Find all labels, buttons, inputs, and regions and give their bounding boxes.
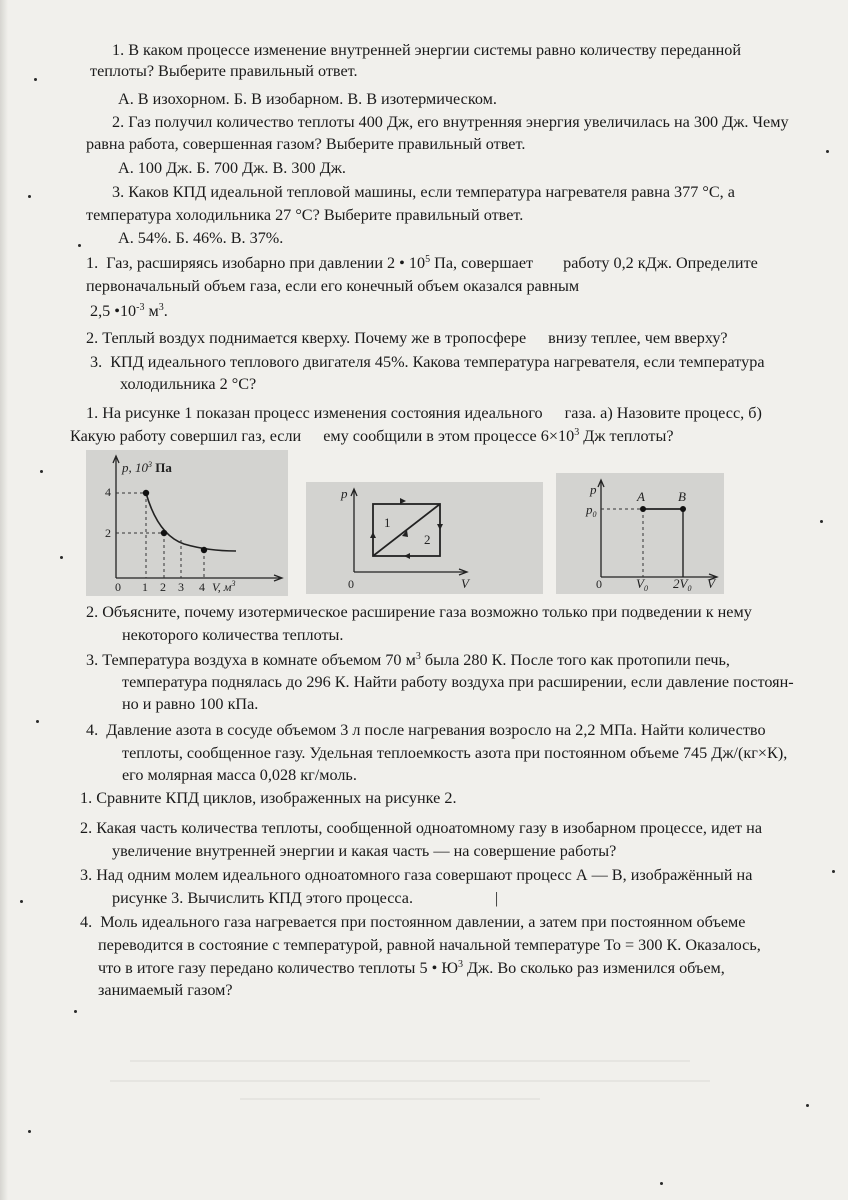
fig1-point-2 [161, 530, 167, 536]
scan-edge-shadow [0, 0, 8, 1200]
p4-q2-line2: увеличение внутренней энергии и какая часть — на совершение работы? [112, 842, 617, 860]
fig1-xtick-4: 4 [199, 580, 205, 594]
p4-q4-line1: 4. Моль идеального газа нагревается при постоянном давлении, а затем при постоянном объеме [80, 913, 746, 931]
fig2-origin: 0 [348, 577, 354, 591]
q2-answers: А. 100 Дж. Б. 700 Дж. В. 300 Дж. [118, 159, 346, 177]
p4-q4-line2: переводится в состояние с температурой, равной начальной температуре То = 300 К. Оказалось, [98, 936, 761, 954]
q3-line2: температура холодильника 27 °С? Выберите правильный ответ. [86, 206, 524, 224]
p3-q4-line3: его молярная масса 0,028 кг/моль. [122, 766, 357, 784]
fig3-2v0-label: $2V_0$ [673, 576, 692, 593]
p4-q3-line2: рисунке 3. Вычислить КПД этого процесса. | [112, 889, 499, 907]
scan-speck [28, 1130, 31, 1133]
scan-speck [660, 1182, 663, 1185]
fig2-cycle-label-2: 2 [424, 532, 431, 547]
scan-speck [820, 520, 823, 523]
fig3-point-b-label: B [678, 489, 686, 504]
fig3-v0-label: $V_0$ [636, 576, 648, 593]
scan-speck [40, 470, 43, 473]
p4-q3-line1: 3. Над одним молем идеального одноатомного газа совершают процесс А — В, изображённый на [80, 866, 753, 884]
bleed-through-line [240, 1098, 540, 1100]
scan-speck [78, 244, 81, 247]
p3-q1-line2: Какую работу совершил газ, если ему сообщили в этом процессе $6\times 10^3$ Дж теплоты? [70, 427, 674, 445]
p3-q1-line1: 1. На рисунке 1 показан процесс изменения состояния идеального газа. а) Назовите процесс, б) [86, 404, 762, 422]
fig3-y-label: p [590, 482, 597, 497]
scan-speck [36, 720, 39, 723]
p4-q4-line3: что в итоге газу передано количество теплоты 5 • $Ю^3$ Дж. Во сколько раз изменился объем, [98, 959, 725, 977]
fig1-y-label: p, $10^3$ Па [122, 460, 172, 475]
bleed-through-line [130, 1060, 690, 1062]
p2-q3-line1: 3. КПД идеального теплового двигателя 45%. Какова температура нагревателя, если температура [90, 353, 765, 371]
fig3-point-a [640, 506, 646, 512]
figure-1-isotherm [86, 450, 288, 596]
p4-q2-line1: 2. Какая часть количества теплоты, сообщенной одноатомному газу в изобарном процессе, идет на [80, 819, 763, 837]
fig3-origin: 0 [596, 577, 602, 591]
fig1-xtick-2: 2 [160, 580, 166, 594]
fig1-ytick-2: 2 [105, 526, 111, 540]
scan-speck [20, 900, 23, 903]
p3-q3-line3: но и равно 100 кПа. [122, 695, 259, 713]
p2-q2: 2. Теплый воздух поднимается кверху. Почему же в тропосфере внизу теплее, чем вверху? [86, 329, 728, 347]
fig3-point-b [680, 506, 686, 512]
scan-speck [34, 78, 37, 81]
q1-answers: А. В изохорном. Б. В изобарном. В. В изотермическом. [118, 90, 497, 108]
q2-line2: равна работа, совершенная газом? Выберите правильный ответ. [86, 135, 526, 153]
fig2-arrow-left [370, 532, 376, 538]
p3-q2-line1: 2. Объясните, почему изотермическое расширение газа возможно только при подведении к нему [86, 603, 752, 621]
q2-line1: 2. Газ получил количество теплоты 400 Дж, его внутренняя энергия увеличилась на 300 Дж. Чему [112, 113, 789, 131]
fig1-x-label: V, $м^3$ [212, 579, 236, 594]
scan-speck [28, 195, 31, 198]
fig1-origin: 0 [115, 580, 121, 594]
scan-speck [74, 1010, 77, 1013]
fig3-point-a-label: A [637, 489, 645, 504]
fig2-arrow-right [437, 524, 443, 530]
q3-line1: 3. Каков КПД идеальной тепловой машины, если температура нагревателя равна 377 °С, а [112, 183, 735, 201]
p2-q1-line3: 2,5 $•10^{-3}$ $м^3$. [90, 302, 168, 320]
p3-q2-line2: некоторого количества теплоты. [122, 626, 344, 644]
fig1-isotherm-curve [146, 493, 236, 551]
p2-q1-line1: 1. Газ, расширяясь изобарно при давлении 2 • $10^5$ Па, совершает работу 0,2 кДж. Определите [86, 254, 758, 272]
fig1-xtick-3: 3 [178, 580, 184, 594]
scan-speck [60, 556, 63, 559]
scan-speck [806, 1104, 809, 1107]
bleed-through-line [110, 1080, 710, 1082]
fig2-y-label: p [341, 486, 348, 501]
fig1-xtick-1: 1 [142, 580, 148, 594]
fig3-x-label: V [707, 576, 715, 591]
fig2-arrow-bottom [404, 553, 410, 559]
fig2-x-label: V [461, 576, 469, 591]
fig3-p0-label: $p_0$ [586, 502, 597, 519]
p3-q4-line2: теплоты, сообщенное газу. Удельная теплоемкость азота при постоянном объеме 745 Дж/(кг×К), [122, 744, 788, 762]
q1-line2: теплоты? Выберите правильный ответ. [90, 62, 358, 80]
q1-line1: 1. В каком процессе изменение внутренней энергии системы равно количеству переданной [112, 41, 742, 59]
q3-answers: А. 54%. Б. 46%. В. 37%. [118, 229, 284, 247]
figure-3-process-ab [556, 473, 724, 594]
figure-2-cycles [306, 482, 543, 594]
p4-q1: 1. Сравните КПД циклов, изображенных на рисунке 2. [80, 789, 457, 807]
fig2-cycle-label-1: 1 [384, 515, 391, 530]
p3-q4-line1: 4. Давление азота в сосуде объемом 3 л после нагревания возросло на 2,2 МПа. Найти количество [86, 721, 766, 739]
fig1-point-1 [143, 490, 149, 496]
fig2-diagonal [373, 504, 440, 556]
p2-q3-line2: холодильника 2 °С? [120, 375, 257, 393]
p3-q3-line2: температура поднялась до 296 К. Найти работу воздуха при расширении, если давление постоян- [122, 673, 794, 691]
scan-speck [826, 150, 829, 153]
p4-q4-line4: занимаемый газом? [98, 981, 233, 999]
fig1-ytick-4: 4 [105, 485, 111, 499]
p3-q3-line1: 3. Температура воздуха в комнате объемом 70 $м^3$ была 280 К. После того как протопили печь, [86, 651, 730, 669]
fig1-point-3 [201, 547, 207, 553]
p2-q1-line2: первоначальный объем газа, если его конечный объем оказался равным [86, 277, 580, 295]
scan-speck [832, 870, 835, 873]
